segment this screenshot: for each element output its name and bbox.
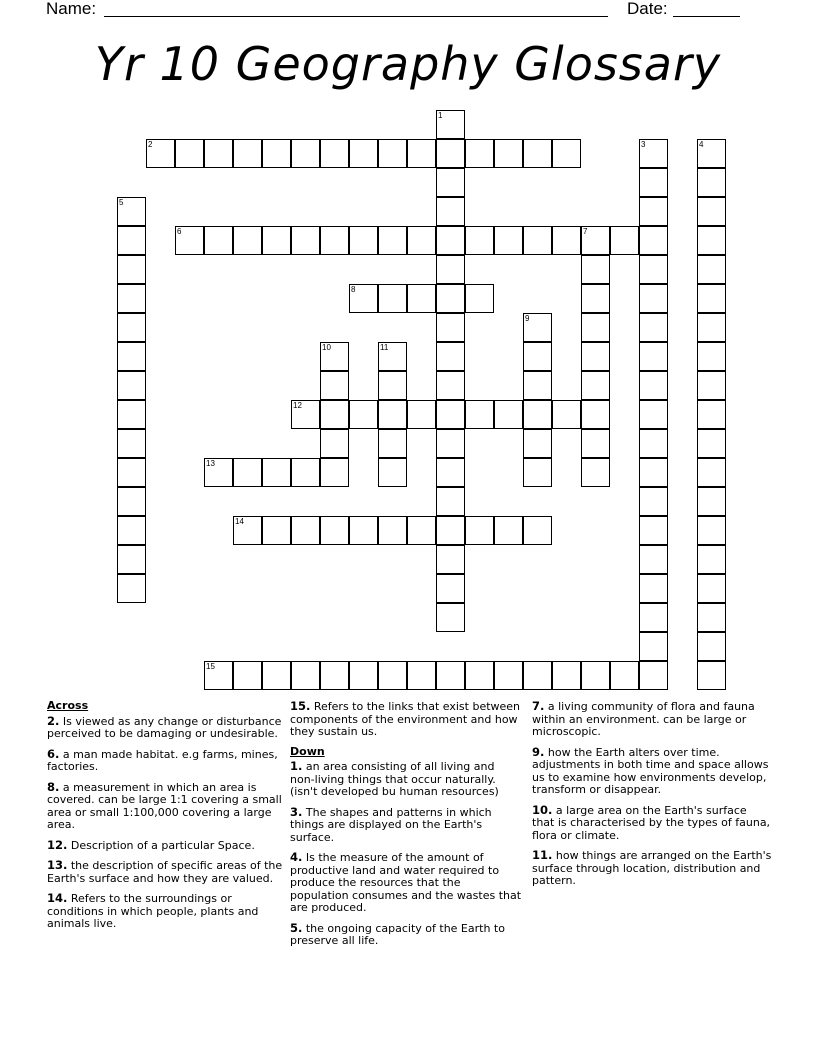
clue-number: 10 [322, 343, 331, 352]
crossword-cell[interactable] [436, 168, 465, 197]
crossword-cell[interactable] [581, 342, 610, 371]
crossword-cell[interactable] [523, 458, 552, 487]
crossword-cell[interactable] [117, 197, 146, 226]
crossword-cell[interactable] [320, 661, 349, 690]
crossword-cell[interactable] [378, 429, 407, 458]
crossword-cell[interactable] [378, 284, 407, 313]
crossword-cell[interactable] [523, 516, 552, 545]
crossword-cell[interactable] [552, 226, 581, 255]
crossword-cell[interactable] [697, 429, 726, 458]
crossword-cell[interactable] [610, 661, 639, 690]
clue-number: 12 [293, 401, 302, 410]
crossword-cell[interactable] [291, 139, 320, 168]
crossword-cell[interactable] [175, 139, 204, 168]
crossword-cell[interactable] [581, 255, 610, 284]
crossword-cell[interactable] [117, 226, 146, 255]
crossword-cell[interactable] [407, 661, 436, 690]
clue-number-label: 13. [47, 858, 68, 872]
crossword-cell[interactable] [117, 487, 146, 516]
crossword-cell[interactable] [697, 661, 726, 690]
crossword-cell[interactable] [407, 226, 436, 255]
clue [47, 892, 283, 931]
clue-number-label: 6. [47, 746, 60, 761]
crossword-cell[interactable] [262, 516, 291, 545]
clue-text: a measurement in which an area is covered. can be large 1:1 covering a small area or small 1:100,000 covering a large area. [47, 780, 282, 831]
crossword-cell[interactable] [697, 313, 726, 342]
clues-section [0, 700, 816, 1000]
clue-text: how the Earth alters over time. adjustments in both time and space allows us to examine how environments develop, transform or disappear. [532, 745, 769, 796]
crossword-cell[interactable] [407, 139, 436, 168]
clue-text: Is viewed as any change or disturbance perceived to be damaging or undesirable. [47, 714, 282, 740]
crossword-cell[interactable] [436, 574, 465, 603]
crossword-cell[interactable] [378, 342, 407, 371]
crossword-cell[interactable] [407, 400, 436, 429]
crossword-cell[interactable] [436, 255, 465, 284]
clue-text: Refers to the links that exist between components of the environment and how they sustain us. [290, 700, 521, 738]
clue [290, 851, 522, 915]
clue [47, 859, 283, 885]
crossword-cell[interactable] [639, 371, 668, 400]
clue-text: how things are arranged on the Earth's surface through location, distribution and pattern. [532, 849, 772, 887]
crossword-cell[interactable] [552, 400, 581, 429]
name-label: Name: [46, 0, 97, 18]
crossword-cell[interactable] [639, 342, 668, 371]
clue-text: Refers to the surroundings or conditions in which people, plants and animals live. [47, 892, 259, 930]
crossword-cell[interactable] [349, 516, 378, 545]
crossword-cell[interactable] [117, 284, 146, 313]
crossword-cell[interactable] [349, 661, 378, 690]
clue-number-label: 11. [532, 848, 553, 862]
clue-number-label: 7. [532, 699, 545, 713]
crossword-cell[interactable] [639, 168, 668, 197]
crossword-cell[interactable] [639, 632, 668, 661]
crossword-cell[interactable] [581, 400, 610, 429]
across-clue-list [47, 715, 283, 931]
crossword-cell[interactable] [291, 516, 320, 545]
crossword-cell[interactable] [581, 284, 610, 313]
clue [47, 715, 283, 741]
crossword-cell[interactable] [320, 342, 349, 371]
crossword-cell[interactable] [639, 458, 668, 487]
crossword-cell[interactable] [378, 458, 407, 487]
clue-number-label: 2. [47, 713, 60, 728]
crossword-cell[interactable] [349, 284, 378, 313]
clue-number: 14 [235, 517, 244, 526]
crossword-cell[interactable] [697, 458, 726, 487]
clue-number: 15 [206, 662, 215, 671]
crossword-cell[interactable] [639, 255, 668, 284]
across-heading: Across [47, 699, 89, 712]
crossword-cell[interactable] [291, 458, 320, 487]
clue-number-label: 5. [290, 920, 303, 935]
crossword-cell[interactable] [639, 284, 668, 313]
clue [532, 804, 772, 843]
clue-number-label: 8. [47, 779, 60, 794]
down-heading: Down [290, 744, 325, 758]
clue-number: 4 [699, 140, 704, 149]
clue-number-label: 1. [290, 759, 303, 773]
crossword-cell[interactable] [436, 110, 465, 139]
crossword-cell[interactable] [320, 516, 349, 545]
crossword-cell[interactable] [523, 371, 552, 400]
crossword-cell[interactable] [436, 429, 465, 458]
crossword-cell[interactable] [262, 139, 291, 168]
crossword-cell[interactable] [233, 661, 262, 690]
crossword-cell[interactable] [436, 371, 465, 400]
crossword-cell[interactable] [552, 661, 581, 690]
clue-number: 6 [177, 227, 182, 236]
clue [290, 700, 522, 739]
clues-column-2 [290, 700, 522, 955]
crossword-cell[interactable] [494, 661, 523, 690]
clue [290, 760, 522, 799]
crossword-cell[interactable] [117, 255, 146, 284]
crossword-cell[interactable] [117, 458, 146, 487]
crossword-cell[interactable] [378, 661, 407, 690]
crossword-cell[interactable] [378, 371, 407, 400]
crossword-cell[interactable] [349, 226, 378, 255]
crossword-cell[interactable] [465, 516, 494, 545]
crossword-cell[interactable] [581, 371, 610, 400]
clue [532, 700, 772, 739]
crossword-cell[interactable] [378, 516, 407, 545]
crossword-cell[interactable] [320, 458, 349, 487]
crossword-cell[interactable] [697, 487, 726, 516]
crossword-cell[interactable] [378, 400, 407, 429]
crossword-cell[interactable] [552, 139, 581, 168]
clue-text: an area consisting of all living and non-living things that occur naturally. (isn't developed bu human resources) [290, 760, 499, 798]
crossword-cell[interactable] [639, 197, 668, 226]
crossword-cell[interactable] [233, 226, 262, 255]
crossword-cell[interactable] [639, 429, 668, 458]
crossword-cell[interactable] [581, 313, 610, 342]
crossword-cell[interactable] [378, 226, 407, 255]
crossword-cell[interactable] [523, 139, 552, 168]
clue [47, 839, 283, 853]
clue-number-label: 14. [47, 891, 68, 905]
clue-number: 13 [206, 459, 215, 468]
crossword-cell[interactable] [233, 139, 262, 168]
clue-text: The shapes and patterns in which things are displayed on the Earth's surface. [290, 805, 492, 844]
crossword-cell[interactable] [639, 400, 668, 429]
crossword-cell[interactable] [349, 400, 378, 429]
crossword-cell[interactable] [697, 255, 726, 284]
crossword-cell[interactable] [581, 429, 610, 458]
crossword-cell[interactable] [320, 371, 349, 400]
clue-number: 2 [148, 140, 153, 149]
crossword-cell[interactable] [523, 400, 552, 429]
crossword-cell[interactable] [233, 516, 262, 545]
crossword-cell[interactable] [349, 139, 378, 168]
crossword-cell[interactable] [465, 284, 494, 313]
clue-number-label: 15. [290, 699, 311, 713]
crossword-cell[interactable] [436, 284, 465, 313]
crossword-cell[interactable] [639, 226, 668, 255]
clue-text: Is the measure of the amount of productive land and water required to produce the resources that the population consumes and the wastes that are produced. [290, 851, 522, 914]
clue [290, 922, 522, 948]
crossword-cell[interactable] [494, 226, 523, 255]
crossword-cell[interactable] [436, 661, 465, 690]
crossword-cell[interactable] [291, 661, 320, 690]
crossword-cell[interactable] [639, 545, 668, 574]
clue-number: 3 [641, 140, 646, 149]
crossword-cell[interactable] [146, 139, 175, 168]
clue-text: a living community of flora and fauna within an environment. can be large or microscopic. [532, 700, 755, 738]
crossword-cell[interactable] [436, 139, 465, 168]
crossword-cell[interactable] [697, 342, 726, 371]
crossword-cell[interactable] [291, 226, 320, 255]
clue [290, 806, 522, 845]
crossword-cell[interactable] [117, 342, 146, 371]
crossword-cell[interactable] [494, 516, 523, 545]
crossword-cell[interactable] [436, 487, 465, 516]
down-clue-list [290, 760, 522, 948]
crossword-cell[interactable] [117, 574, 146, 603]
crossword-cell[interactable] [436, 603, 465, 632]
date-label: Date: [627, 0, 668, 18]
down-clue-list-continued [532, 700, 772, 888]
crossword-cell[interactable] [523, 342, 552, 371]
page-title: Yr 10 Geography Glossary [94, 37, 722, 91]
clue-number: 8 [351, 285, 356, 294]
crossword-cell[interactable] [117, 545, 146, 574]
crossword-cell[interactable] [204, 139, 233, 168]
clue-text: a large area on the Earth's surface that is characterised by the types of fauna, flora or climate. [532, 803, 771, 842]
crossword-cell[interactable] [204, 226, 233, 255]
crossword-cell[interactable] [697, 284, 726, 313]
crossword-cell[interactable] [436, 458, 465, 487]
crossword-cell[interactable] [465, 226, 494, 255]
crossword-cell[interactable] [639, 603, 668, 632]
crossword-cell[interactable] [523, 226, 552, 255]
clue-number: 9 [525, 314, 530, 323]
clues-column-3 [532, 700, 772, 895]
crossword-cell[interactable] [117, 516, 146, 545]
crossword-cell[interactable] [639, 139, 668, 168]
crossword-cell[interactable] [697, 168, 726, 197]
clue-number: 1 [438, 111, 443, 120]
crossword-cell[interactable] [697, 197, 726, 226]
crossword-cell[interactable] [204, 458, 233, 487]
crossword-cell[interactable] [697, 139, 726, 168]
crossword-cell[interactable] [320, 226, 349, 255]
crossword-cell[interactable] [465, 661, 494, 690]
crossword-cell[interactable] [204, 661, 233, 690]
crossword-cell[interactable] [262, 458, 291, 487]
crossword-cell[interactable] [523, 661, 552, 690]
crossword-cell[interactable] [697, 516, 726, 545]
crossword-cell[interactable] [436, 516, 465, 545]
crossword-cell[interactable] [697, 371, 726, 400]
crossword-cell[interactable] [639, 313, 668, 342]
clue-number-label: 10. [532, 802, 553, 817]
clue-number-label: 9. [532, 744, 545, 759]
crossword-cell[interactable] [378, 139, 407, 168]
crossword-cell[interactable] [697, 400, 726, 429]
clue-number: 7 [583, 227, 588, 236]
clue-number-label: 3. [290, 804, 303, 819]
crossword-cell[interactable] [494, 139, 523, 168]
crossword-cell[interactable] [117, 371, 146, 400]
crossword-cell[interactable] [523, 313, 552, 342]
clue-text: a man made habitat. e.g farms, mines, factories. [47, 747, 278, 773]
crossword-cell[interactable] [523, 429, 552, 458]
crossword-cell[interactable] [436, 342, 465, 371]
clue [47, 748, 283, 774]
clues-column-1 [47, 700, 283, 938]
crossword-cell[interactable] [610, 226, 639, 255]
crossword-cell[interactable] [697, 545, 726, 574]
clue-number: 11 [380, 343, 389, 352]
crossword-cell[interactable] [639, 661, 668, 690]
crossword-cell[interactable] [465, 400, 494, 429]
crossword-cell[interactable] [320, 139, 349, 168]
crossword-cell[interactable] [436, 226, 465, 255]
crossword-cell[interactable] [639, 487, 668, 516]
crossword-cell[interactable] [581, 458, 610, 487]
crossword-cell[interactable] [262, 661, 291, 690]
clue-number-label: 4. [290, 850, 303, 864]
crossword-cell[interactable] [465, 139, 494, 168]
crossword-cell[interactable] [117, 313, 146, 342]
crossword-cell[interactable] [436, 313, 465, 342]
clue-text: Description of a particular Space. [67, 838, 255, 852]
across-clue-list-continued [290, 700, 522, 739]
crossword-cell[interactable] [697, 632, 726, 661]
crossword-cell[interactable] [436, 197, 465, 226]
crossword-cell[interactable] [117, 429, 146, 458]
crossword-cell[interactable] [697, 226, 726, 255]
crossword-cell[interactable] [436, 545, 465, 574]
crossword-cell[interactable] [697, 603, 726, 632]
crossword-cell[interactable] [233, 458, 262, 487]
crossword-cell[interactable] [117, 400, 146, 429]
crossword-cell[interactable] [320, 400, 349, 429]
clue [47, 781, 283, 832]
crossword-cell[interactable] [639, 574, 668, 603]
crossword-cell[interactable] [697, 574, 726, 603]
crossword-cell[interactable] [581, 661, 610, 690]
crossword-cell[interactable] [407, 516, 436, 545]
clue-text: the description of specific areas of the Earth's surface and how they are valued. [47, 859, 283, 885]
crossword-cell[interactable] [320, 429, 349, 458]
clue [532, 849, 772, 888]
crossword-cell[interactable] [175, 226, 204, 255]
crossword-cell[interactable] [581, 226, 610, 255]
crossword-cell[interactable] [262, 226, 291, 255]
crossword-cell[interactable] [291, 400, 320, 429]
crossword-cell[interactable] [407, 284, 436, 313]
crossword-cell[interactable] [436, 400, 465, 429]
crossword-cell[interactable] [639, 516, 668, 545]
clue [532, 746, 772, 797]
clue-number-label: 12. [47, 837, 68, 852]
clue-text: the ongoing capacity of the Earth to preserve all life. [290, 921, 505, 947]
crossword-cell[interactable] [494, 400, 523, 429]
clue-number: 5 [119, 198, 124, 207]
